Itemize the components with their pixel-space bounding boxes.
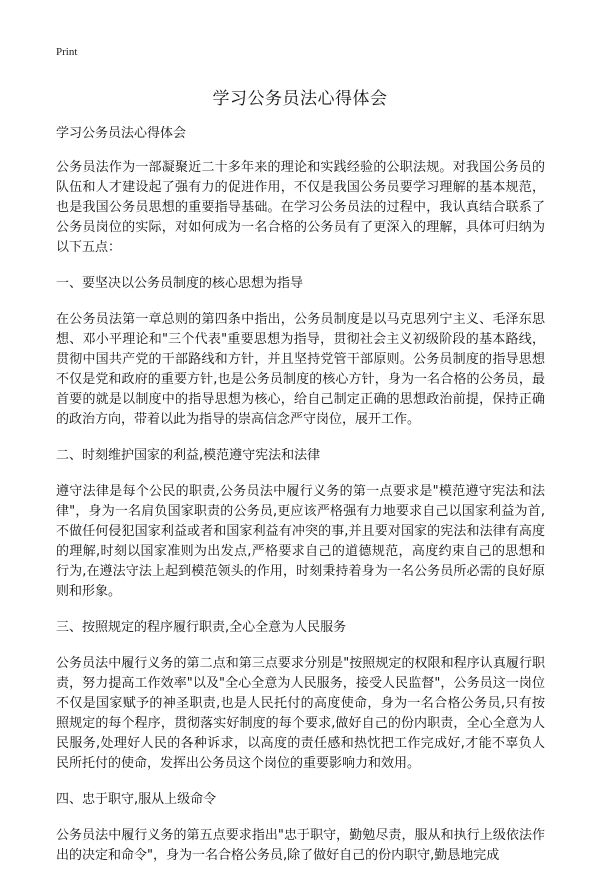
section-heading-1: 一、要坚决以公务员制度的核心思想为指导 xyxy=(56,276,304,291)
section-body-3: 公务员法中履行义务的第二点和第三点要求分别是"按照规定的权限和程序认真履行职责，努力提高工作效率"以及"全心全意为人民服务，接受人民监督"，公务员这一岗位不仅是国家赋予的神圣职责,也是人民托付的高度使命，身为一名合格公务员,只有按照规定的每个程序，贯彻落实好制度的每个要求,做好自己的份内职责，全心全意为人民服务,处理好人民的各种诉求，以高度的责任感和热忱把工作完成好,才能不辜负人民所托付的使命，发挥出公务员这个岗位的重要影响力和效用。 xyxy=(56,656,545,771)
intro-paragraph: 公务员法作为一部凝聚近二十多年来的理论和实践经验的公职法规。对我国公务员的队伍和人才建设起了强有力的促进作用，不仅是我国公务员要学习理解的基本规范，也是我国公务员思想的重要指导基础。在学习公务员法的过程中，我认真结合联系了公务员岗位的实际，对如何成为一名合格的公务员有了更深入的理解，具体可归纳为以下五点： xyxy=(56,160,545,255)
article-body xyxy=(56,124,545,882)
article-subtitle: 学习公务员法心得体会 xyxy=(56,126,187,141)
section-body-1: 在公务员法第一章总则的第四条中指出，公务员制度是以马克思列宁主义、毛泽东思想、邓小平理论和"三个代表"重要思想为指导，贯彻社会主义初级阶段的基本路线，贯彻中国共产党的干部路线和方针，并且坚持党管干部原则。公务员制度的指导思想不仅是党和政府的重要方针,也是公务员制度的核心方针，身为一名合格的公务员，最首要的就是以制度中的指导思想为核心，给自己制定正确的思想政治前提，保持正确的政治方向，带着以此为指导的崇高信念严守岗位，展开工作。 xyxy=(56,312,545,427)
section-heading-3: 三、按照规定的程序履行职责,全心全意为人民服务 xyxy=(56,620,347,635)
print-link[interactable]: Print xyxy=(56,46,78,58)
section-heading-2: 二、时刻维护国家的利益,模范遵守宪法和法律 xyxy=(56,448,321,463)
section-body-4: 公务员法中履行义务的第五点要求指出"忠于职守，勤勉尽责，服从和执行上级依法作出的决定和命令"，身为一名合格公务员,除了做好自己的份内职守,勤恳地完成 xyxy=(56,828,545,863)
page-title: 学习公务员法心得体会 xyxy=(212,89,388,109)
section-body-2: 遵守法律是每个公民的职责,公务员法中履行义务的第一点要求是"模范遵守宪法和法律"，身为一名肩负国家职责的公务员,更应该严格强有力地要求自己以国家利益为首,不做任何侵犯国家利益或者和国家利益有冲突的事,并且要对国家的宪法和法律有高度的理解,时刻以国家准则为出发点,严格要求自己的道德规范，高度约束自己的思想和行为,在遵法守法上起到模范领头的作用，时刻秉持着身为一名公务员所必需的良好原则和形象。 xyxy=(56,484,545,599)
section-heading-4: 四、忠于职守,服从上级命令 xyxy=(56,792,217,807)
